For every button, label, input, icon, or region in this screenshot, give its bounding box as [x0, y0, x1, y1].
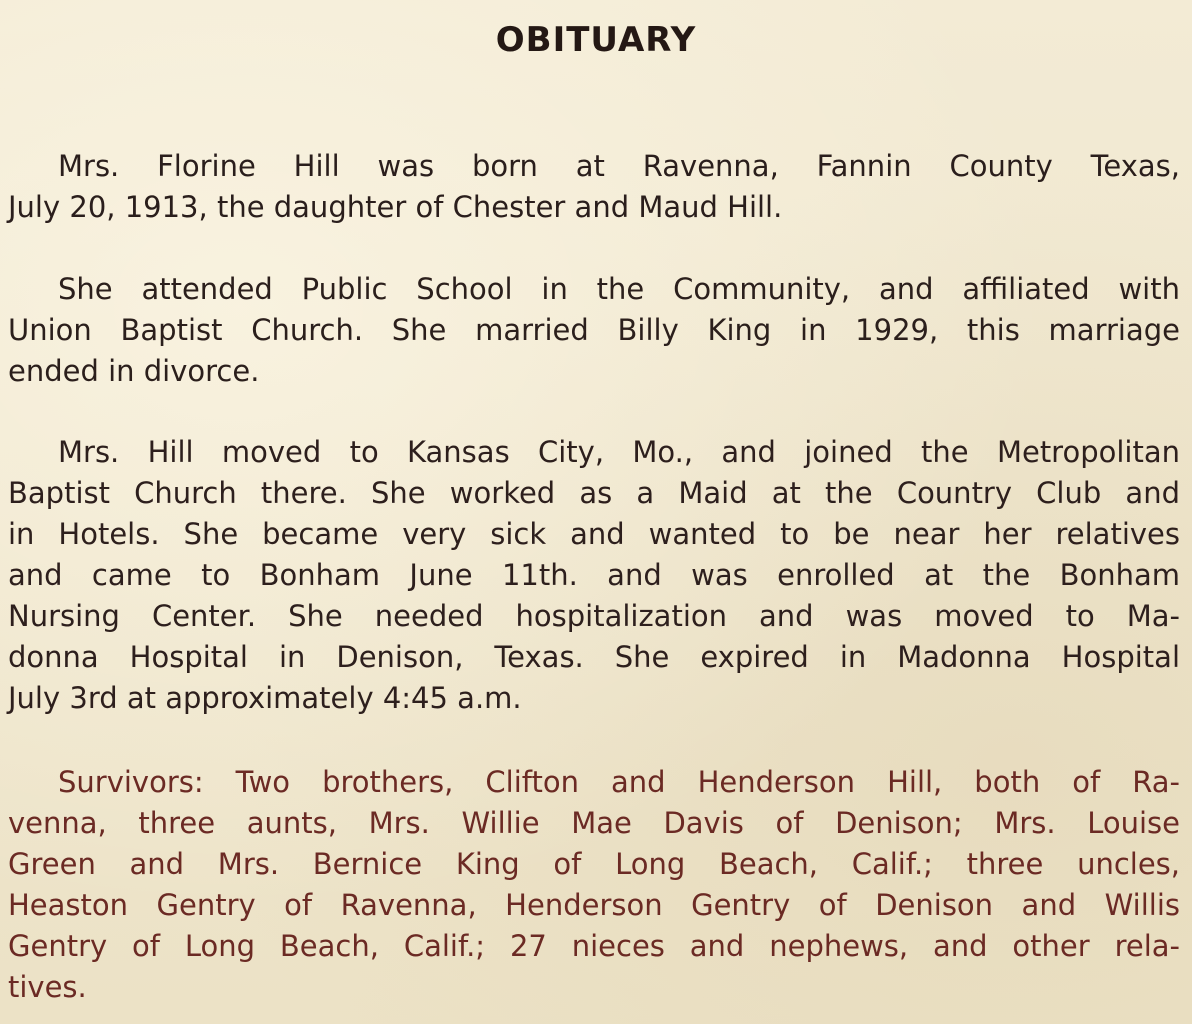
text-line: July 3rd at approximately 4:45 a.m.	[8, 681, 522, 715]
text-line: donna Hospital in Denison, Texas. She expired in Madonna Hospital	[8, 640, 1180, 674]
text-line: Gentry of Long Beach, Calif.; 27 nieces and nephews, and other rela-	[8, 929, 1180, 963]
paragraph-later-life	[8, 432, 1180, 719]
obituary-title: OBITUARY	[495, 20, 697, 60]
text-line: July 20, 1913, the daughter of Chester and Maud Hill.	[8, 190, 783, 224]
paragraph-education-marriage	[8, 269, 1180, 392]
text-line: Survivors: Two brothers, Clifton and Henderson Hill, both of Ra-	[58, 765, 1180, 799]
text-line: Union Baptist Church. She married Billy King in 1929, this marriage	[8, 313, 1180, 347]
text-line: tives.	[8, 970, 87, 1004]
text-line: Green and Mrs. Bernice King of Long Beach, Calif.; three uncles,	[8, 847, 1180, 881]
text-line: Mrs. Florine Hill was born at Ravenna, Fannin County Texas,	[58, 149, 1180, 183]
paragraph-birth	[8, 146, 1180, 228]
text-line: Baptist Church there. She worked as a Maid at the Country Club and	[8, 476, 1180, 510]
text-line: Mrs. Hill moved to Kansas City, Mo., and joined the Metropolitan	[58, 435, 1180, 469]
paragraph-survivors	[8, 762, 1180, 1008]
text-line: in Hotels. She became very sick and wanted to be near her relatives	[8, 517, 1180, 551]
text-line: venna, three aunts, Mrs. Willie Mae Davis of Denison; Mrs. Louise	[8, 806, 1180, 840]
text-line: Heaston Gentry of Ravenna, Henderson Gentry of Denison and Willis	[8, 888, 1180, 922]
text-line: ended in divorce.	[8, 354, 260, 388]
text-line: Nursing Center. She needed hospitalization and was moved to Ma-	[8, 599, 1180, 633]
text-line: and came to Bonham June 11th. and was enrolled at the Bonham	[8, 558, 1180, 592]
text-line: She attended Public School in the Community, and affiliated with	[58, 272, 1180, 306]
